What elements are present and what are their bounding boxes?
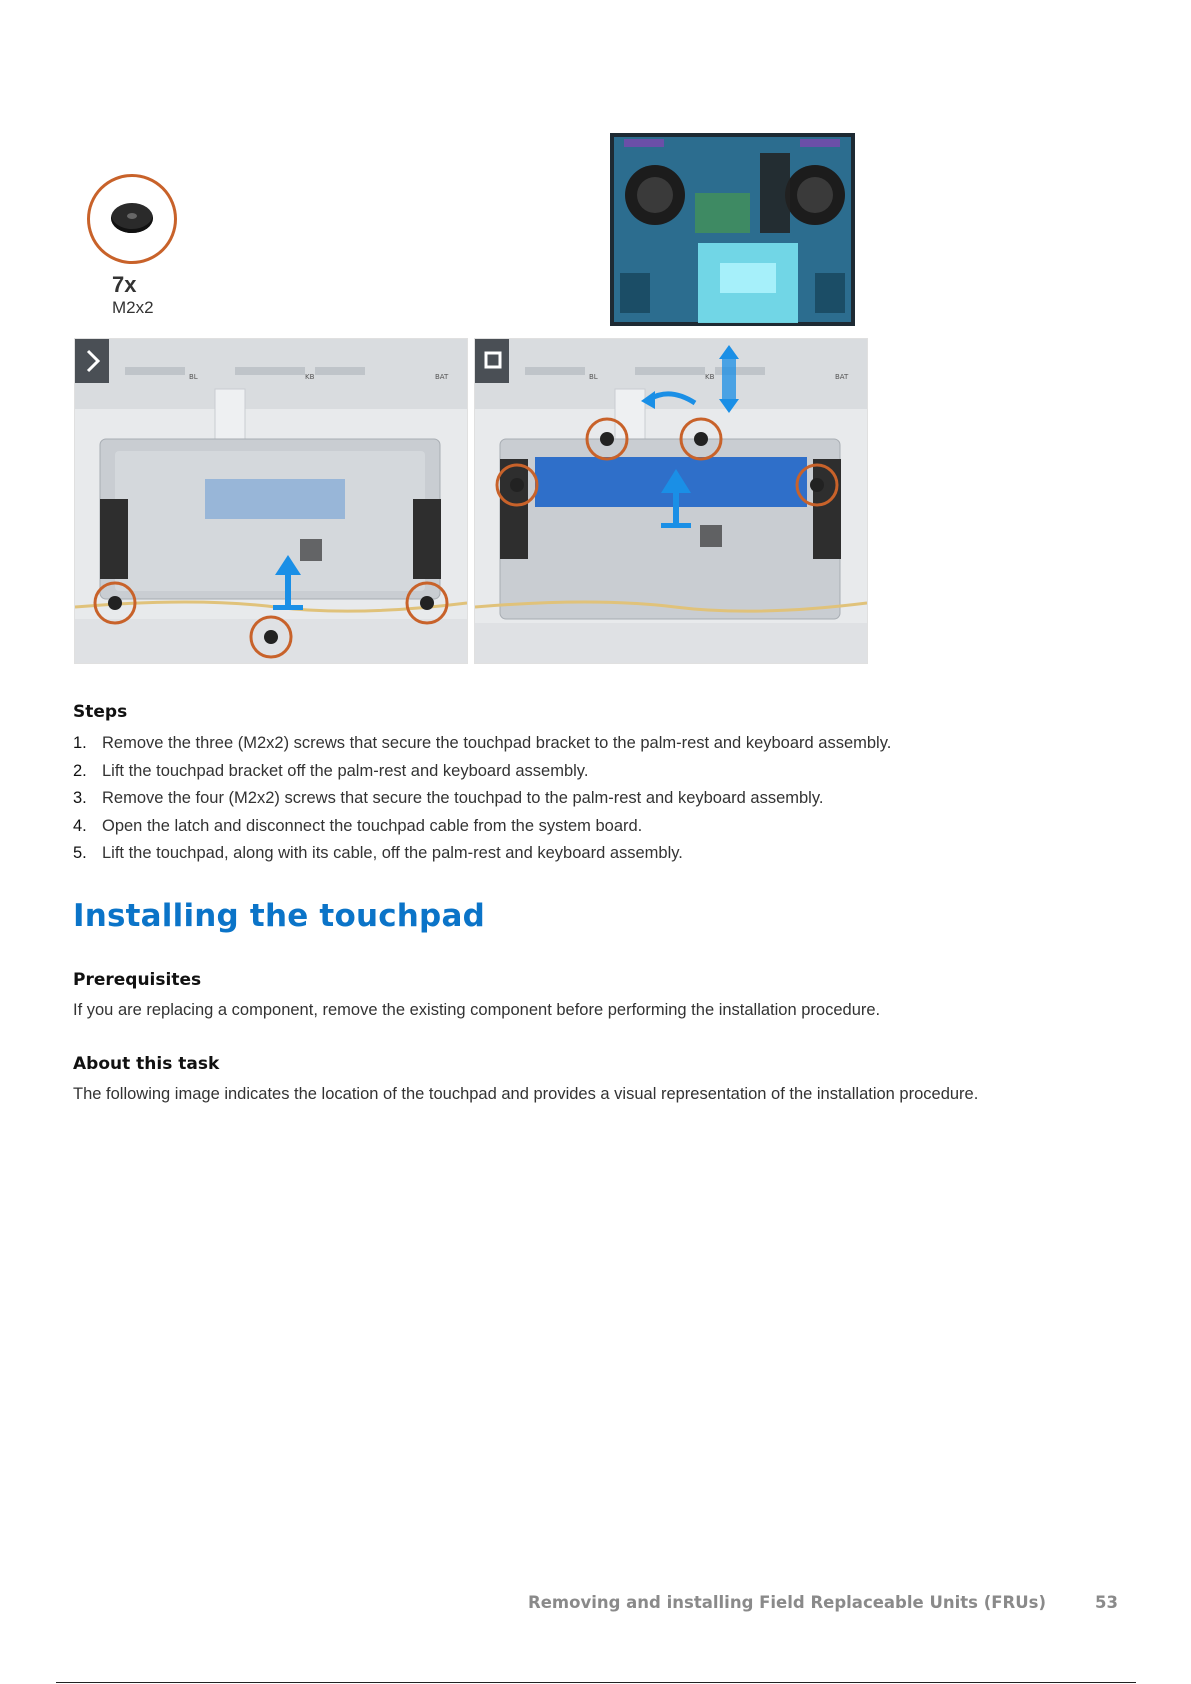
list-item xyxy=(73,842,1123,870)
prerequisites-text: If you are replacing a component, remove the existing component before performing the installation procedure. xyxy=(73,1001,881,1019)
step-number: 2. xyxy=(73,761,87,780)
step-number: 1. xyxy=(73,734,87,752)
step-text: Remove the three (M2x2) screws that secure the touchpad bracket to the palm-rest and keyboard assembly. xyxy=(102,734,892,752)
section-title: Installing the touchpad xyxy=(73,898,485,934)
step-text: Open the latch and disconnect the touchpad cable from the system board. xyxy=(102,816,643,835)
list-item xyxy=(73,815,1123,843)
step-text: Remove the four (M2x2) screws that secure the touchpad to the palm-rest and keyboard assembly. xyxy=(102,789,824,807)
screw-icon xyxy=(111,203,153,233)
connector-label-kb: KB xyxy=(305,373,315,381)
steps-list xyxy=(73,732,1123,870)
touchpad-removal-image xyxy=(474,338,868,664)
screw-legend xyxy=(84,174,194,324)
about-task-text: The following image indicates the location of the touchpad and provides a visual representation of the installation procedure. xyxy=(73,1085,979,1103)
step-text: Lift the touchpad, along with its cable, off the palm-rest and keyboard assembly. xyxy=(102,844,683,862)
screw-count: 7x xyxy=(112,272,137,297)
step-text: Lift the touchpad bracket off the palm-rest and keyboard assembly. xyxy=(102,761,589,780)
prerequisites-heading: Prerequisites xyxy=(73,970,202,990)
step-number: 4. xyxy=(73,816,87,835)
connector-label-kb: KB xyxy=(705,373,715,381)
footer-divider xyxy=(56,1682,1136,1683)
connector-label-bl: BL xyxy=(189,373,198,381)
screw-type: M2x2 xyxy=(112,298,154,317)
connector-label-bat: BAT xyxy=(435,373,449,381)
connector-label-bat: BAT xyxy=(835,373,849,381)
list-item xyxy=(73,787,1123,815)
list-item xyxy=(73,732,1123,760)
list-item xyxy=(73,760,1123,788)
page-number: 53 xyxy=(1095,1593,1118,1612)
connector-label-bl: BL xyxy=(589,373,598,381)
steps-heading: Steps xyxy=(73,702,128,722)
laptop-overview-image xyxy=(610,133,855,326)
touchpad-bracket-removal-image xyxy=(74,338,468,664)
footer-chapter-title: Removing and installing Field Replaceable Units (FRUs) xyxy=(528,1593,1046,1612)
step-number: 3. xyxy=(73,789,87,807)
screw-callout-circle xyxy=(87,174,177,264)
about-task-heading: About this task xyxy=(73,1054,220,1074)
step-number: 5. xyxy=(73,844,87,862)
